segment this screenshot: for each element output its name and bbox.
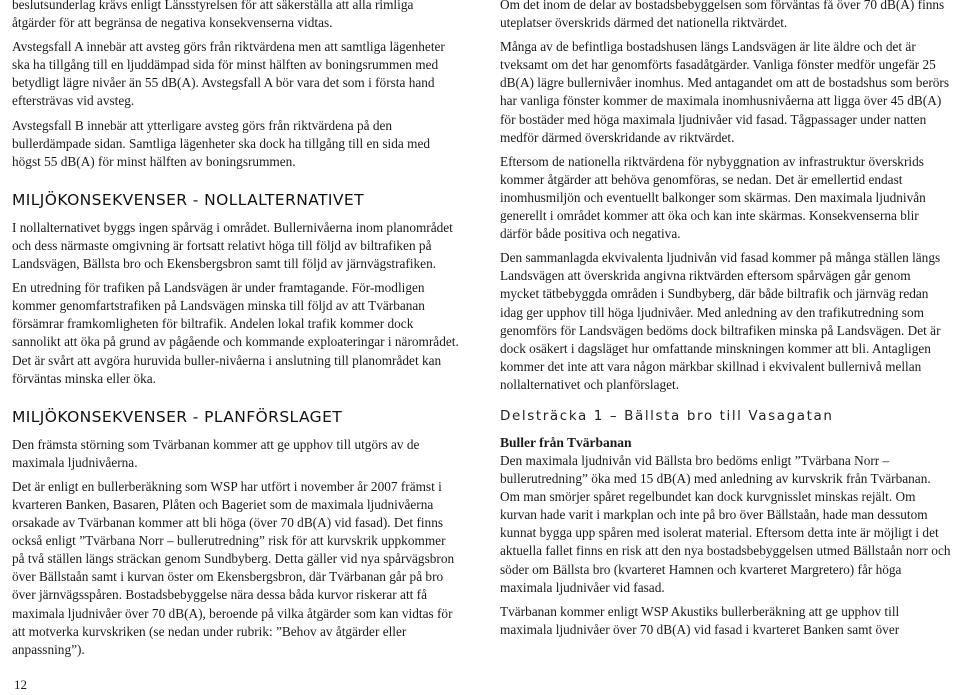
paragraph-nationella-riktvarden: Eftersom de nationella riktvärdena för nybyggnation av infrastruktur överskrids kommer åtgärder att behöva genomföras, se nedan. Det är emellertid endast inomhusmiljön och eventuellt balkonger som skärmas. Den maximala ljudnivån generellt i området kommer att öka och kan inte skärmas. Konsekvenserna blir därför både positiva och negativa. — [500, 153, 926, 242]
paragraph-nollalternativet: I nollalternativet byggs ingen spårväg i området. Bullernivåerna inom planområdet och dess närmaste omgivning är fortsatt relativt höga till följd av biltrafiken på Landsvägen, Bällsta bro och Ekensbergsbron samt till följd av järnvägstrafiken. — [12, 219, 453, 272]
heading-delstracka-1: Delsträcka 1 – Bällsta bro till Vasagatan — [500, 407, 834, 424]
paragraph-bullerberakning-wsp: Det är enligt en bullerberäkning som WSP har utfört i november år 2007 främst i kvarteren Banken, Basaren, Plåten och Bageriet som de maximala ljudnivåerna orsakade av Tvärbanan kommer att bli höga (över 70 dB(A) vid fasad). Det finns också enligt ”Tvärbana Norr – bullerutredning” risk för att kurvskrik uppkommer på två ställen längs sträckan genom Sundbyberg. Detta gäller vid nya spårvägsbron över Bällstaån samt i kurvan öster om Ekensbergsbron, där Tvärbanan går på bro över järnvägsspåren. Bostadsbebyggelse nära dessa båda kurvor riskerar att få maximala ljudnivåer över 70 dB(A), beroende på vilka åtgärder som kan vidtas för att motverka kurvskriken (se nedan under rubrik: ”Behov av åtgärder eller anpassning”). — [12, 478, 455, 657]
left-column — [12, 0, 460, 659]
heading-nollalternativet: MILJÖKONSEKVENSER - NOLLALTERNATIVET — [12, 190, 364, 209]
right-column — [500, 0, 952, 639]
paragraph-framsta-storning: Den främsta störning som Tvärbanan kommer att ge upphov till utgörs av de maximala ljudnivåerna. — [12, 436, 420, 470]
page-number: 12 — [14, 677, 27, 692]
paragraph-ekvivalent-ljudniva: Den sammanlagda ekvivalenta ljudnivån vid fasad kommer på många ställen längs Landsvägen att överskrida angivna riktvärden eftersom spårvägen går genom mycket tätbebyggda områden i Sundbyberg, där både biltrafik och järnväg redan idag ger upphov till höga ljudnivåer. Med anledning av den trafikutredning som genomförs för Landsvägen bedöms dock biltrafiken minska på Landsvägen. Det är dock osäkert i dagsläget hur omfattande minskningen kommer att bli. Antagligen kommer det inte att vara någon märkbar skillnad i ekvivalent bullernivå mellan nollalternativet och planförslaget. — [500, 250, 941, 392]
subheading-buller-tvarbanan: Buller från Tvärbanan — [500, 434, 632, 450]
heading-planforslaget: MILJÖKONSEKVENSER - PLANFÖRSLAGET — [12, 407, 343, 426]
paragraph-uteplatser: Om det inom de delar av bostadsbebyggelsen som förväntas få över 70 dB(A) finns uteplatser överskrids därmed det nationella riktvärdet. — [500, 0, 945, 31]
paragraph-avstegsfall-b: Avstegsfall B innebär att ytterligare avsteg görs från riktvärdena på den bullerdämpade sidan. Samtliga lägenheter ska dock ha tillgång till en sida med högst 55 dB(A) för minst hälften av boningsrummen. — [12, 117, 430, 169]
paragraph-kvarteret-banken: Tvärbanan kommer enligt WSP Akustiks bullerberäkning att ge upphov till maximala ljudnivåer över 70 dB(A) vid fasad i kvarteret Banken samt över — [500, 603, 900, 637]
paragraph-ballsta-bro: Den maximala ljudnivån vid Bällsta bro bedöms enligt ”Tvärbana Norr – bullerutredning” öka med 15 dB(A) med anledning av kurvskrik från Tvärbanan. Om man smörjer spåret regelbundet kan dock kurvgnisslet minskas rejält. Om kurvan hade varit i markplan och inte på bro över Bällstaån, hade man dessutom kunnat bygga upp spåren med isolerat material. Eftersom detta inte är möjligt i det aktuella fallet finns en risk att den nya bostadsbebyggelsen utmed Bällstaån norr och söder om Bällsta bro (kvarteret Hamnen och kvarteret Margretero) får höga maximala ljudnivåer vid fasad. — [500, 452, 951, 595]
paragraph-befintliga-bostadshus: Många av de befintliga bostadshusen längs Landsvägen är lite äldre och det är tveksamt om det har genomförts fasadåtgärder. Vanliga fönster medför ungefär 25 dB(A) lägre bullernivåer inomhus. Med antagandet om att de bostadshus som berörs har vanliga fönster kommer de maximala inomhusnivåerna att ligga över 45 dB(A) för bostäder med höga maximala ljudnivåer vid fasad. Tågpassager under natten medför därmed överskridande av riktvärdet. — [500, 39, 950, 145]
paragraph-intro-continued: beslutsunderlag krävs enligt Länsstyrelsen för att säkerställa att alla rimliga åtgärder för att begränsa de negativa konsekvenserna vidtas. — [12, 0, 414, 31]
paragraph-avstegsfall-a: Avstegsfall A innebär att avsteg görs från riktvärdena men att samtliga lägenheter ska ha tillgång till en ljuddämpad sida för minst hälften av boningsrummen med betydligt lägre nivåer än 55 dB(A). Avstegsfall A bör vara det som i första hand eftersträvas vid avsteg. — [12, 39, 445, 109]
paragraph-utredning-landsvagen: En utredning för trafiken på Landsvägen är under framtagande. För-modligen kommer genomfartstrafiken på Landsvägen minska till följd av att Tvärbanan försämrar framkomligheten för biltrafik. Andelen lokal trafik kommer dock sannolikt att öka på grund av pågående och kommande exploateringar i närområdet. Det är svårt att avgöra huruvida buller-nivåerna i anslutning till planområdet kan förväntas minska eller öka. — [12, 280, 459, 386]
